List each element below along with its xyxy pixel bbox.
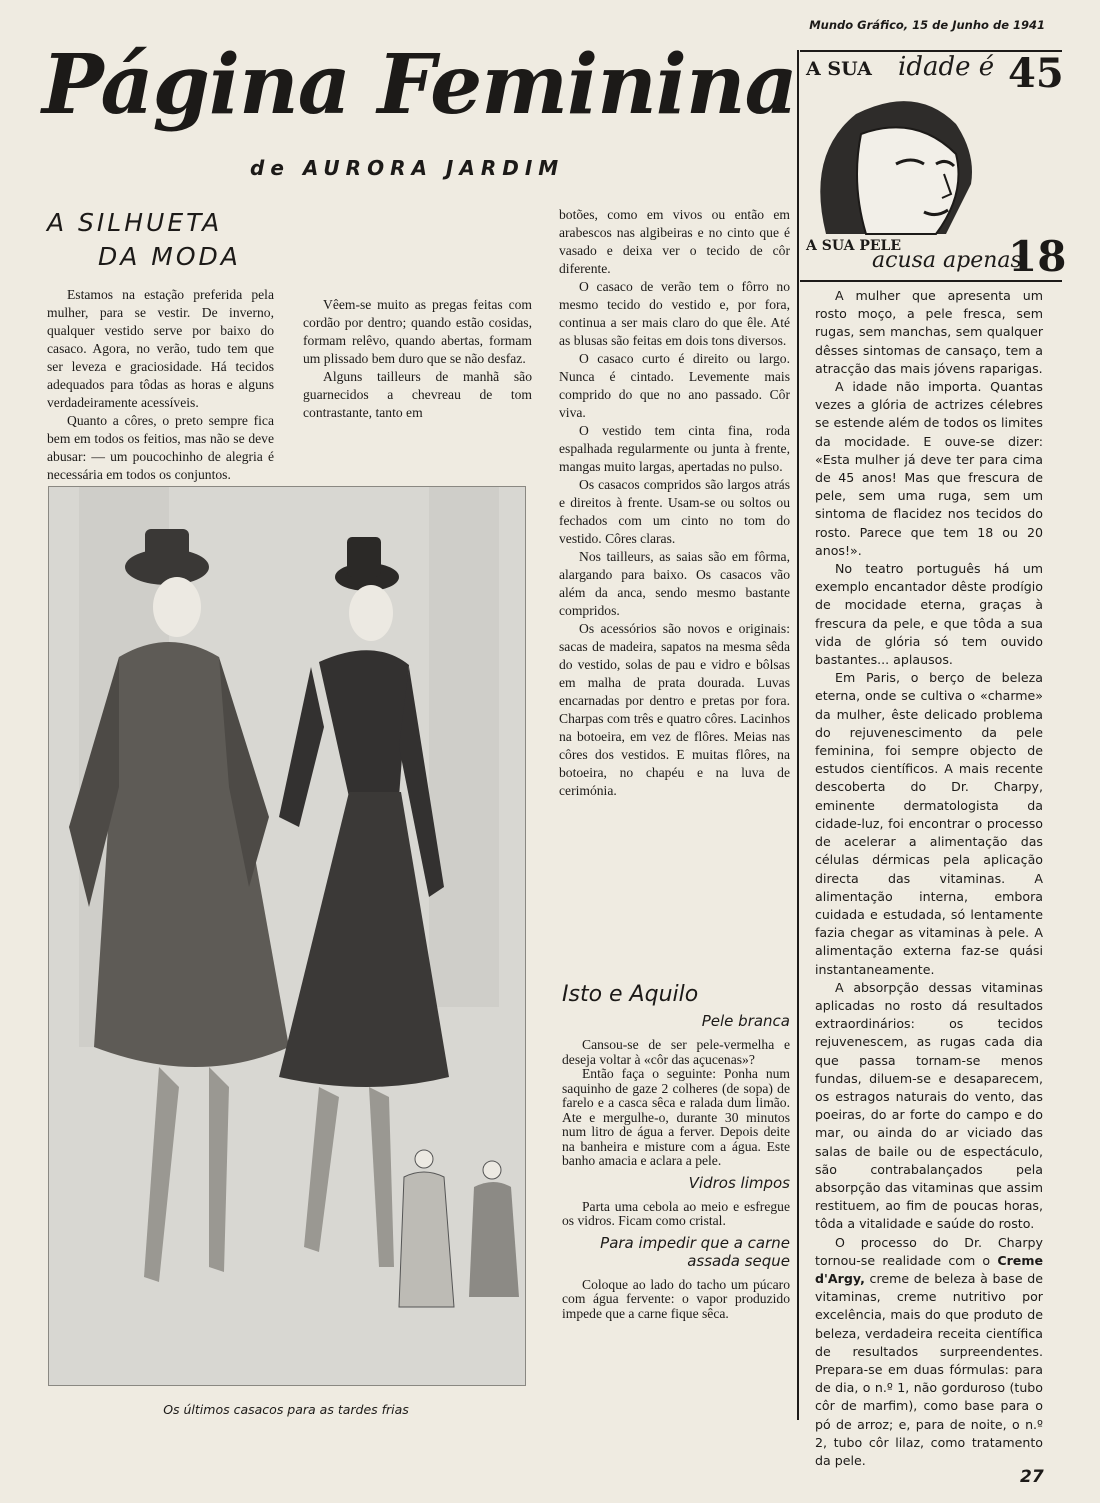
text-run: creme de beleza à base de vitaminas, creme nutritivo por excelência, mais do que produto de beleza, verdadeira receita científica de resultados surpreendentes. Prepara-se em duas fórmulas: para de dia, o n.º 1, não gorduroso (tubo côr de marfim), como base para o pó de arroz; e, para de noite, o n.º 2, tubo côr lilaz, como tratamento da pele. xyxy=(815,1270,1043,1468)
fashion-illustration xyxy=(48,486,526,1386)
woman-face-illustration xyxy=(806,94,1006,242)
paragraph: O vestido tem cinta fina, roda espalhada regularmente ou junta à frente, mangas muito largas, apertadas no pulso. xyxy=(559,423,790,474)
paragraph: A absorpção dessas vitaminas aplicadas no rosto dá resultados extraordinários: os tecidos rejuvenescem, as rugas cada dia que passa tornam-se menos fundas, diluem-se e desaparecem, os estragos naturais do vento, das poeiras, do ar forte do campo e do mar, ou ainda do ar viciado das salas de baile ou de espectáculo, são contrabalançados pela absorpção das vitaminas que assim restituem, ao fim de poucas horas, tôda a vitalidade e saúde do rosto. xyxy=(815,979,1043,1232)
section-title-line2: DA MODA xyxy=(98,242,241,271)
paragraph: Estamos na estação preferida pela mulher, para se vestir. De inverno, qualquer vestido serve por baixo do casaco. Agora, no verão, tudo tem que ser leveza e graciosidade. Há tecidos adequados para tôdas as horas e alguns verdadeiramente acessíveis. xyxy=(47,287,274,410)
column-divider xyxy=(797,50,799,1420)
page-number: 27 xyxy=(1020,1467,1044,1487)
paragraph: botões, como em vivos ou então em arabescos nas algibeiras e no cinto que é vasado e deixa ver o tecido de côr diferente. xyxy=(559,207,790,276)
paragraph: Em Paris, o berço de beleza eterna, onde se cultiva o «charme» da mulher, êste delicado problema do rejuvenescimento da pele feminina, foi sempre objecto de estudos científicos. A mais recente descoberta do Dr. Charpy, eminente dermatologista da cidade-luz, foi encontrar o processo de acelerar a alimentação das células dérmicas pela aplicação directa das vitaminas. A alimentação interna, embora cuidada e estudada, só lentamente fazia chegar as vitaminas à pele. A alimentação externa faz-se quási instantaneamente. xyxy=(815,670,1043,977)
paragraph: Os acessórios são novos e originais: sacas de madeira, sapatos na mesma sêda do vestido, solas de pau e vidro e bôlsas em malha de prata dourada. Luvas encarnadas por dentro e pretas por fora. Charpas com três e quatro côres. Lacinhos na botoeira, em vez de flôres. Meias nas côres dos vestidos. E muitas flôres, na botoeira, no chapéu e na luva de cerimónia. xyxy=(559,621,790,798)
paragraph: O casaco curto é direito ou largo. Nunca é cintado. Levemente mais comprido do que no ano passado. Côr viva. xyxy=(559,351,790,420)
isto-e-aquilo-title: Isto e Aquilo xyxy=(562,982,699,1007)
paragraph: Alguns tailleurs de manhã são guarnecidos a chevreau de tom contrastante, tanto em xyxy=(303,369,532,420)
isto-e-aquilo-section xyxy=(562,982,790,1321)
advertisement-body xyxy=(815,287,1043,1470)
article-column-1 xyxy=(47,286,274,484)
subheading-carne-assada: Para impedir que a carne assada seque xyxy=(600,1233,790,1270)
paragraph: Vêem-se muito as pregas feitas com cordão por dentro; quando estão cosidas, formam relêvo, quando abertas, formam um plissado bem duro que se não desfaz. xyxy=(303,297,532,366)
paragraph: A idade não importa. Quantas vezes a glória de actrizes célebres se estende além de todos os limites da mocidade. E ouve-se dizer: «Esta mulher já deve ter para cima de 45 anos! Mas que frescura de pele, sem uma ruga, sem um sintoma de flacidez nos tecidos do rosto. Parece que tem 18 ou 20 anos!». xyxy=(815,379,1043,558)
paragraph: Parta uma cebola ao meio e esfregue os vidros. Ficam como cristal. xyxy=(562,1198,790,1228)
paragraph: Cansou-se de ser pele-vermelha e deseja voltar à «côr das açucenas»? xyxy=(562,1037,790,1067)
paragraph: O casaco de verão tem o fôrro no mesmo tecido do vestido e, por fora, continua a ser mais claro do que êle. Até as blusas são feitas em dois tons diversos. xyxy=(559,279,790,348)
paragraph: Os casacos compridos são largos atrás e direitos à frente. Usam-se ou soltos ou fechados com um cinto no tom do vestido. Côres claras. xyxy=(559,477,790,546)
paragraph xyxy=(815,1234,1043,1471)
ad-line1-script: idade é xyxy=(898,52,995,82)
subheading-pele-branca: Pele branca xyxy=(701,1012,790,1030)
ad-age-number: 45 xyxy=(1008,50,1064,97)
ad-line2-prefix: A SUA PELE xyxy=(806,238,902,254)
ad-line2-script: acusa apenas xyxy=(872,248,1022,273)
illustration-caption: Os últimos casacos para as tardes frias xyxy=(163,1402,409,1417)
ad-line1-prefix: A SUA xyxy=(806,58,872,80)
paragraph: Quanto a côres, o preto sempre fica bem em todos os feitios, mas não se deve abusar: — um poucochinho de alegria é necessária em todos os conjuntos. xyxy=(47,413,274,482)
paragraph: Então faça o seguinte: Ponha num saquinho de gaze 2 colheres (de sopa) de farelo e a casca sêca e ralada dum limão. Ate e mergulhe-o, durante 30 minutos num litro de água a ferver. Depois deite na banheira e misture com a água. Este banho amacia e aclara a pele. xyxy=(562,1066,790,1168)
ad-skin-number: 18 xyxy=(1008,232,1067,281)
article-column-2 xyxy=(303,296,532,422)
paragraph: A mulher que apresenta um rosto moço, a pele fresca, sem rugas, sem manchas, sem qualquer dêsses sintomas de cansaço, tem a atracção das mais jóvens raparigas. xyxy=(815,288,1043,376)
subheading-vidros-limpos: Vidros limpos xyxy=(688,1173,790,1192)
text-run: O processo do Dr. Charpy tornou-se realidade com o xyxy=(815,1234,1043,1268)
advertisement-header xyxy=(800,50,1067,282)
paragraph: Nos tailleurs, as saias são em fôrma, alargando para baixo. Os casacos vão além da anca, sendo mesmo bastante compridos. xyxy=(559,549,790,618)
product-name: Creme d'Argy, xyxy=(815,1252,1043,1286)
section-title-line1: A SILHUETA xyxy=(47,208,223,237)
paragraph: Coloque ao lado do tacho um púcaro com água fervente: o vapor produzido impede que a carne fique sêca. xyxy=(562,1276,790,1321)
page-title: Página Feminina xyxy=(42,37,797,133)
author-byline: de AURORA JARDIM xyxy=(250,156,565,180)
paragraph: No teatro português há um exemplo encantador dêste prodígio de mocidade eterna, graças à frescura da pele, e que tôda a sua vida de glória só tem ouvido bastantes... aplausos. xyxy=(815,561,1043,668)
article-column-3 xyxy=(559,206,790,800)
issue-date-line: Mundo Gráfico, 15 de Junho de 1941 xyxy=(809,18,1045,32)
